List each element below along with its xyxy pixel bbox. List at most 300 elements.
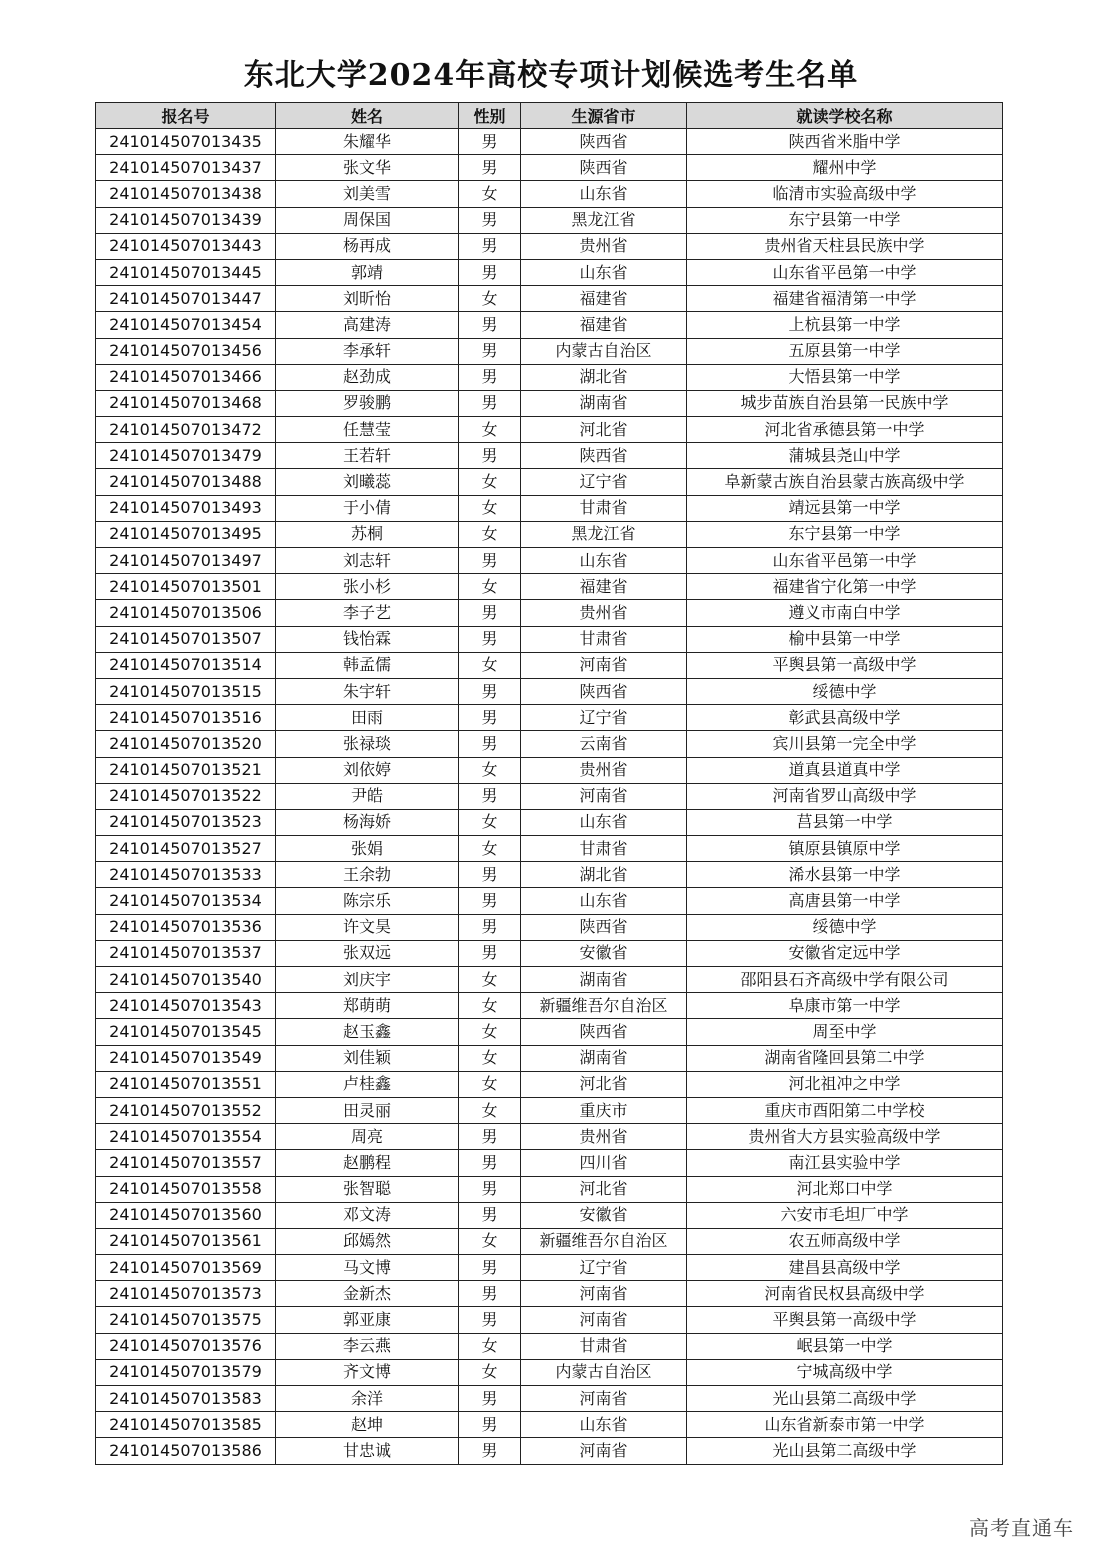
cell-gender: 女 — [459, 495, 521, 521]
cell-registration-number: 241014507013472 — [96, 417, 276, 443]
table-row — [96, 338, 1003, 364]
cell-registration-number: 241014507013468 — [96, 390, 276, 416]
cell-name: 赵玉鑫 — [276, 1019, 459, 1045]
cell-school: 宾川县第一完全中学 — [687, 731, 1003, 757]
cell-province: 河北省 — [521, 417, 687, 443]
cell-name: 赵坤 — [276, 1412, 459, 1438]
table-row — [96, 521, 1003, 547]
table-row — [96, 809, 1003, 835]
table-row — [96, 495, 1003, 521]
cell-school: 六安市毛坦厂中学 — [687, 1202, 1003, 1228]
table-row — [96, 181, 1003, 207]
cell-name: 许文昊 — [276, 914, 459, 940]
table-row — [96, 783, 1003, 809]
table-row — [96, 207, 1003, 233]
header-registration-number: 报名号 — [96, 103, 276, 129]
cell-gender: 男 — [459, 888, 521, 914]
cell-province: 新疆维吾尔自治区 — [521, 1228, 687, 1254]
cell-registration-number: 241014507013585 — [96, 1412, 276, 1438]
cell-province: 湖南省 — [521, 1045, 687, 1071]
cell-name: 韩孟儒 — [276, 652, 459, 678]
table-row — [96, 757, 1003, 783]
cell-registration-number: 241014507013435 — [96, 129, 276, 155]
cell-registration-number: 241014507013456 — [96, 338, 276, 364]
cell-gender: 女 — [459, 652, 521, 678]
cell-name: 李子艺 — [276, 600, 459, 626]
table-row — [96, 914, 1003, 940]
cell-registration-number: 241014507013551 — [96, 1071, 276, 1097]
cell-school: 莒县第一中学 — [687, 809, 1003, 835]
cell-registration-number: 241014507013522 — [96, 783, 276, 809]
cell-school: 镇原县镇原中学 — [687, 836, 1003, 862]
cell-registration-number: 241014507013549 — [96, 1045, 276, 1071]
cell-gender: 男 — [459, 312, 521, 338]
cell-province: 湖北省 — [521, 364, 687, 390]
cell-province: 陕西省 — [521, 678, 687, 704]
cell-school: 高唐县第一中学 — [687, 888, 1003, 914]
cell-registration-number: 241014507013493 — [96, 495, 276, 521]
cell-name: 钱怡霖 — [276, 626, 459, 652]
header-gender: 性别 — [459, 103, 521, 129]
cell-name: 郑萌萌 — [276, 993, 459, 1019]
cell-gender: 男 — [459, 129, 521, 155]
cell-gender: 男 — [459, 783, 521, 809]
cell-school: 五原县第一中学 — [687, 338, 1003, 364]
cell-province: 山东省 — [521, 888, 687, 914]
cell-registration-number: 241014507013445 — [96, 259, 276, 285]
cell-province: 湖南省 — [521, 967, 687, 993]
cell-gender: 男 — [459, 548, 521, 574]
cell-school: 河南省民权县高级中学 — [687, 1281, 1003, 1307]
cell-name: 高建涛 — [276, 312, 459, 338]
table-row — [96, 1412, 1003, 1438]
cell-gender: 女 — [459, 521, 521, 547]
cell-registration-number: 241014507013521 — [96, 757, 276, 783]
cell-province: 新疆维吾尔自治区 — [521, 993, 687, 1019]
cell-gender: 女 — [459, 757, 521, 783]
cell-province: 湖南省 — [521, 390, 687, 416]
cell-name: 张智聪 — [276, 1176, 459, 1202]
table-row — [96, 1333, 1003, 1359]
header-school: 就读学校名称 — [687, 103, 1003, 129]
cell-school: 山东省平邑第一中学 — [687, 259, 1003, 285]
cell-name: 朱宇轩 — [276, 678, 459, 704]
cell-name: 甘忠诚 — [276, 1438, 459, 1464]
cell-gender: 女 — [459, 1228, 521, 1254]
cell-gender: 女 — [459, 1045, 521, 1071]
cell-school: 河北祖冲之中学 — [687, 1071, 1003, 1097]
cell-school: 耀州中学 — [687, 155, 1003, 181]
cell-registration-number: 241014507013520 — [96, 731, 276, 757]
cell-registration-number: 241014507013466 — [96, 364, 276, 390]
cell-name: 刘依婷 — [276, 757, 459, 783]
cell-name: 周亮 — [276, 1124, 459, 1150]
cell-gender: 女 — [459, 181, 521, 207]
cell-name: 任慧莹 — [276, 417, 459, 443]
cell-province: 内蒙古自治区 — [521, 1359, 687, 1385]
cell-gender: 女 — [459, 286, 521, 312]
cell-gender: 男 — [459, 1412, 521, 1438]
table-row — [96, 574, 1003, 600]
cell-name: 郭亚康 — [276, 1307, 459, 1333]
cell-name: 齐文博 — [276, 1359, 459, 1385]
cell-school: 陕西省米脂中学 — [687, 129, 1003, 155]
cell-name: 田灵丽 — [276, 1097, 459, 1123]
cell-province: 陕西省 — [521, 443, 687, 469]
cell-name: 田雨 — [276, 705, 459, 731]
table-row — [96, 626, 1003, 652]
cell-gender: 男 — [459, 443, 521, 469]
table-row — [96, 705, 1003, 731]
cell-province: 河南省 — [521, 1307, 687, 1333]
cell-province: 福建省 — [521, 286, 687, 312]
cell-registration-number: 241014507013534 — [96, 888, 276, 914]
cell-school: 浠水县第一中学 — [687, 862, 1003, 888]
cell-school: 绥德中学 — [687, 678, 1003, 704]
cell-registration-number: 241014507013495 — [96, 521, 276, 547]
table-row — [96, 1386, 1003, 1412]
cell-registration-number: 241014507013569 — [96, 1255, 276, 1281]
cell-name: 罗骏鹏 — [276, 390, 459, 416]
cell-registration-number: 241014507013560 — [96, 1202, 276, 1228]
table-row — [96, 548, 1003, 574]
cell-province: 河南省 — [521, 1281, 687, 1307]
cell-gender: 男 — [459, 626, 521, 652]
cell-province: 河北省 — [521, 1071, 687, 1097]
cell-gender: 男 — [459, 207, 521, 233]
cell-name: 刘曦蕊 — [276, 469, 459, 495]
cell-gender: 女 — [459, 809, 521, 835]
cell-name: 杨再成 — [276, 233, 459, 259]
cell-school: 湖南省隆回县第二中学 — [687, 1045, 1003, 1071]
cell-registration-number: 241014507013573 — [96, 1281, 276, 1307]
cell-school: 绥德中学 — [687, 914, 1003, 940]
cell-name: 赵劲成 — [276, 364, 459, 390]
cell-gender: 女 — [459, 469, 521, 495]
table-row — [96, 993, 1003, 1019]
cell-province: 辽宁省 — [521, 705, 687, 731]
cell-name: 刘庆宇 — [276, 967, 459, 993]
cell-school: 建昌县高级中学 — [687, 1255, 1003, 1281]
cell-province: 甘肃省 — [521, 495, 687, 521]
cell-gender: 男 — [459, 1124, 521, 1150]
cell-name: 张文华 — [276, 155, 459, 181]
cell-registration-number: 241014507013516 — [96, 705, 276, 731]
header-name: 姓名 — [276, 103, 459, 129]
cell-school: 农五师高级中学 — [687, 1228, 1003, 1254]
table-header-row — [96, 103, 1003, 129]
cell-province: 黑龙江省 — [521, 207, 687, 233]
cell-gender: 女 — [459, 1359, 521, 1385]
candidate-table — [95, 102, 1003, 1465]
table-row — [96, 1019, 1003, 1045]
header-province: 生源省市 — [521, 103, 687, 129]
cell-school: 福建省宁化第一中学 — [687, 574, 1003, 600]
cell-registration-number: 241014507013586 — [96, 1438, 276, 1464]
cell-gender: 男 — [459, 1150, 521, 1176]
cell-province: 辽宁省 — [521, 469, 687, 495]
table-row — [96, 1255, 1003, 1281]
cell-name: 周保国 — [276, 207, 459, 233]
cell-registration-number: 241014507013557 — [96, 1150, 276, 1176]
cell-province: 黑龙江省 — [521, 521, 687, 547]
page-title: 东北大学2024年高校专项计划候选考生名单 — [243, 58, 859, 93]
cell-province: 福建省 — [521, 312, 687, 338]
cell-registration-number: 241014507013447 — [96, 286, 276, 312]
cell-name: 马文博 — [276, 1255, 459, 1281]
cell-name: 刘佳颖 — [276, 1045, 459, 1071]
cell-province: 甘肃省 — [521, 1333, 687, 1359]
table-row — [96, 967, 1003, 993]
cell-name: 陈宗乐 — [276, 888, 459, 914]
cell-school: 平舆县第一高级中学 — [687, 652, 1003, 678]
cell-gender: 男 — [459, 364, 521, 390]
table-row — [96, 940, 1003, 966]
cell-registration-number: 241014507013558 — [96, 1176, 276, 1202]
cell-gender: 男 — [459, 155, 521, 181]
cell-name: 张双远 — [276, 940, 459, 966]
table-row — [96, 1124, 1003, 1150]
cell-gender: 男 — [459, 1176, 521, 1202]
cell-registration-number: 241014507013454 — [96, 312, 276, 338]
cell-school: 邵阳县石齐高级中学有限公司 — [687, 967, 1003, 993]
cell-gender: 女 — [459, 1071, 521, 1097]
cell-school: 南江县实验中学 — [687, 1150, 1003, 1176]
cell-registration-number: 241014507013497 — [96, 548, 276, 574]
cell-school: 蒲城县尧山中学 — [687, 443, 1003, 469]
cell-gender: 男 — [459, 1202, 521, 1228]
cell-province: 贵州省 — [521, 600, 687, 626]
cell-registration-number: 241014507013506 — [96, 600, 276, 626]
cell-registration-number: 241014507013579 — [96, 1359, 276, 1385]
table-row — [96, 443, 1003, 469]
cell-school: 光山县第二高级中学 — [687, 1438, 1003, 1464]
cell-province: 山东省 — [521, 548, 687, 574]
cell-name: 王若轩 — [276, 443, 459, 469]
cell-registration-number: 241014507013479 — [96, 443, 276, 469]
cell-school: 临清市实验高级中学 — [687, 181, 1003, 207]
cell-gender: 男 — [459, 731, 521, 757]
cell-province: 河南省 — [521, 783, 687, 809]
cell-school: 河北郑口中学 — [687, 1176, 1003, 1202]
cell-school: 河南省罗山高级中学 — [687, 783, 1003, 809]
cell-province: 四川省 — [521, 1150, 687, 1176]
cell-name: 赵鹏程 — [276, 1150, 459, 1176]
cell-gender: 男 — [459, 390, 521, 416]
cell-name: 郭靖 — [276, 259, 459, 285]
cell-registration-number: 241014507013583 — [96, 1386, 276, 1412]
cell-province: 陕西省 — [521, 1019, 687, 1045]
cell-school: 山东省新泰市第一中学 — [687, 1412, 1003, 1438]
cell-school: 平舆县第一高级中学 — [687, 1307, 1003, 1333]
cell-registration-number: 241014507013439 — [96, 207, 276, 233]
cell-gender: 男 — [459, 233, 521, 259]
cell-gender: 男 — [459, 678, 521, 704]
cell-province: 贵州省 — [521, 1124, 687, 1150]
cell-province: 陕西省 — [521, 914, 687, 940]
cell-registration-number: 241014507013533 — [96, 862, 276, 888]
cell-school: 岷县第一中学 — [687, 1333, 1003, 1359]
cell-registration-number: 241014507013561 — [96, 1228, 276, 1254]
cell-gender: 男 — [459, 259, 521, 285]
cell-registration-number: 241014507013488 — [96, 469, 276, 495]
cell-registration-number: 241014507013437 — [96, 155, 276, 181]
cell-province: 陕西省 — [521, 155, 687, 181]
cell-gender: 男 — [459, 600, 521, 626]
cell-registration-number: 241014507013545 — [96, 1019, 276, 1045]
cell-province: 山东省 — [521, 181, 687, 207]
cell-province: 甘肃省 — [521, 626, 687, 652]
cell-gender: 女 — [459, 967, 521, 993]
cell-school: 榆中县第一中学 — [687, 626, 1003, 652]
cell-gender: 男 — [459, 1438, 521, 1464]
watermark: 高考直通车 — [969, 1516, 1074, 1540]
cell-gender: 男 — [459, 1386, 521, 1412]
cell-province: 辽宁省 — [521, 1255, 687, 1281]
cell-school: 道真县道真中学 — [687, 757, 1003, 783]
cell-name: 张禄琰 — [276, 731, 459, 757]
cell-gender: 男 — [459, 1281, 521, 1307]
cell-province: 安徽省 — [521, 940, 687, 966]
cell-province: 河南省 — [521, 1386, 687, 1412]
cell-gender: 女 — [459, 1019, 521, 1045]
cell-school: 遵义市南白中学 — [687, 600, 1003, 626]
cell-school: 周至中学 — [687, 1019, 1003, 1045]
table-row — [96, 286, 1003, 312]
cell-name: 张娟 — [276, 836, 459, 862]
cell-registration-number: 241014507013554 — [96, 1124, 276, 1150]
cell-name: 苏桐 — [276, 521, 459, 547]
cell-school: 宁城高级中学 — [687, 1359, 1003, 1385]
cell-province: 贵州省 — [521, 757, 687, 783]
table-row — [96, 1359, 1003, 1385]
cell-school: 大悟县第一中学 — [687, 364, 1003, 390]
cell-gender: 男 — [459, 1307, 521, 1333]
cell-name: 王余勃 — [276, 862, 459, 888]
cell-registration-number: 241014507013507 — [96, 626, 276, 652]
cell-school: 上杭县第一中学 — [687, 312, 1003, 338]
cell-registration-number: 241014507013514 — [96, 652, 276, 678]
cell-registration-number: 241014507013438 — [96, 181, 276, 207]
table-row — [96, 731, 1003, 757]
cell-name: 刘美雪 — [276, 181, 459, 207]
cell-school: 重庆市酉阳第二中学校 — [687, 1097, 1003, 1123]
cell-name: 卢桂鑫 — [276, 1071, 459, 1097]
table-row — [96, 1176, 1003, 1202]
cell-registration-number: 241014507013515 — [96, 678, 276, 704]
cell-gender: 男 — [459, 862, 521, 888]
table-body — [96, 129, 1003, 1465]
cell-school: 阜康市第一中学 — [687, 993, 1003, 1019]
cell-school: 贵州省天柱县民族中学 — [687, 233, 1003, 259]
cell-registration-number: 241014507013576 — [96, 1333, 276, 1359]
table-row — [96, 1228, 1003, 1254]
cell-province: 河北省 — [521, 1176, 687, 1202]
table-row — [96, 678, 1003, 704]
cell-name: 金新杰 — [276, 1281, 459, 1307]
table-row — [96, 1307, 1003, 1333]
table-row — [96, 652, 1003, 678]
cell-province: 河南省 — [521, 652, 687, 678]
table-row — [96, 862, 1003, 888]
table-row — [96, 1097, 1003, 1123]
cell-gender: 男 — [459, 940, 521, 966]
cell-school: 安徽省定远中学 — [687, 940, 1003, 966]
cell-name: 刘志轩 — [276, 548, 459, 574]
table-row — [96, 417, 1003, 443]
cell-school: 城步苗族自治县第一民族中学 — [687, 390, 1003, 416]
cell-school: 贵州省大方县实验高级中学 — [687, 1124, 1003, 1150]
table-row — [96, 233, 1003, 259]
cell-name: 于小倩 — [276, 495, 459, 521]
cell-gender: 女 — [459, 1333, 521, 1359]
table-row — [96, 390, 1003, 416]
cell-name: 李承轩 — [276, 338, 459, 364]
cell-school: 光山县第二高级中学 — [687, 1386, 1003, 1412]
cell-gender: 男 — [459, 914, 521, 940]
cell-gender: 男 — [459, 705, 521, 731]
cell-registration-number: 241014507013575 — [96, 1307, 276, 1333]
cell-province: 甘肃省 — [521, 836, 687, 862]
table-row — [96, 888, 1003, 914]
cell-registration-number: 241014507013552 — [96, 1097, 276, 1123]
table-row — [96, 600, 1003, 626]
cell-name: 尹皓 — [276, 783, 459, 809]
cell-province: 福建省 — [521, 574, 687, 600]
cell-province: 云南省 — [521, 731, 687, 757]
cell-registration-number: 241014507013540 — [96, 967, 276, 993]
table-row — [96, 1150, 1003, 1176]
cell-name: 刘昕怡 — [276, 286, 459, 312]
cell-gender: 男 — [459, 338, 521, 364]
cell-school: 东宁县第一中学 — [687, 521, 1003, 547]
cell-gender: 女 — [459, 836, 521, 862]
table-row — [96, 155, 1003, 181]
cell-name: 邓文涛 — [276, 1202, 459, 1228]
cell-school: 靖远县第一中学 — [687, 495, 1003, 521]
cell-school: 河北省承德县第一中学 — [687, 417, 1003, 443]
cell-registration-number: 241014507013537 — [96, 940, 276, 966]
cell-province: 重庆市 — [521, 1097, 687, 1123]
cell-province: 山东省 — [521, 259, 687, 285]
cell-school: 福建省福清第一中学 — [687, 286, 1003, 312]
cell-registration-number: 241014507013523 — [96, 809, 276, 835]
cell-name: 邱嫣然 — [276, 1228, 459, 1254]
table-row — [96, 1045, 1003, 1071]
cell-registration-number: 241014507013536 — [96, 914, 276, 940]
cell-province: 安徽省 — [521, 1202, 687, 1228]
cell-school: 彰武县高级中学 — [687, 705, 1003, 731]
cell-name: 杨海娇 — [276, 809, 459, 835]
cell-registration-number: 241014507013527 — [96, 836, 276, 862]
table-row — [96, 1281, 1003, 1307]
cell-province: 山东省 — [521, 1412, 687, 1438]
cell-gender: 女 — [459, 1097, 521, 1123]
table-row — [96, 1071, 1003, 1097]
cell-school: 山东省平邑第一中学 — [687, 548, 1003, 574]
cell-gender: 女 — [459, 417, 521, 443]
cell-name: 朱耀华 — [276, 129, 459, 155]
cell-province: 陕西省 — [521, 129, 687, 155]
table-row — [96, 312, 1003, 338]
cell-province: 贵州省 — [521, 233, 687, 259]
cell-gender: 女 — [459, 574, 521, 600]
cell-registration-number: 241014507013501 — [96, 574, 276, 600]
table-row — [96, 836, 1003, 862]
cell-province: 山东省 — [521, 809, 687, 835]
table-row — [96, 469, 1003, 495]
table-row — [96, 129, 1003, 155]
